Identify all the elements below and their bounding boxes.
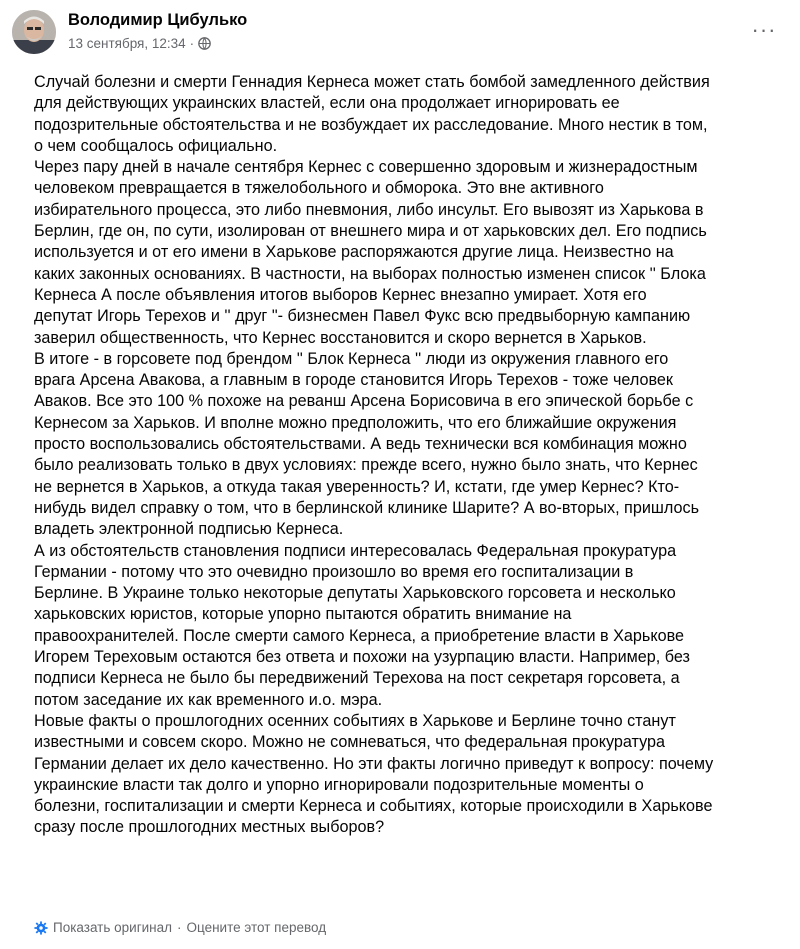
more-options-icon[interactable]: ··· [751, 17, 777, 42]
gear-icon[interactable] [34, 921, 48, 935]
post-text [34, 72, 780, 839]
post-paragraph: В итоге - в горсовете под брендом '' Блок Кернеса '' люди из окружения главного его врага Арсена Авакова, а главным в городе становится Игорь Терехов - тоже человек Аваков. Все это 100 % похоже на реванш Арсена Борисовича в его эпической борьбе с Кернесом за Харьков. И вполне можно предположить, что его ближайшие окружения просто воспользовались обстоятельствами. А ведь технически вся комбинация можно было реализовать только в двух условиях: прежде всего, нужно было знать, что Кернес не вернется в Харьков, а откуда такая уверенность? И, кстати, где умер Кернес? Кто- нибудь видел справку о том, что в берлинской клинике Шарите? А во-вторых, пришлось владеть электронной подписью Кернеса. [34, 349, 700, 539]
post-paragraph: А из обстоятельств становления подписи интересовалась Федеральная прокуратура Германии - потому что это очевидно произошло во время его госпитализации в Берлине. В Украине только некоторые депутаты Харьковского горсовета и несколько харьковских юристов, которые упорно пытаются обратить внимание на правоохранителей. После смерти самого Кернеса, а приобретение власти в Харькове Игорем Тереховым остаются без ответа и похожи на узурпацию власти. Например, без подписи Кернеса не было бы передвижений Терехова на пост секретаря горсовета, а потом заседание их как временного и.о. мэра. [34, 541, 690, 709]
post-paragraph: Через пару дней в начале сентября Кернес с совершенно здоровым и жизнерадостным человеком превращается в тяжелобольного и обморока. Это вне активного избирательного процесса, это либо пневмония, либо инсульт. Его вывозят из Харькова в Берлин, где он, по сути, изолирован от внешнего мира и от харьковских дел. Его подпись используется и от его имени в Харькове распоряжаются другие лица. Неизвестно на каких законных основаниях. В частности, на выборах полностью изменен список '' Блока Кернеса А после объявления итогов выборов Кернес внезапно умирает. Хотя его депутат Игорь Терехов и '' друг "- бизнесмен Павел Фукс всю предвыборную кампанию заверил общественность, что Кернес восстановится и скоро вернется в Харьков. [34, 158, 707, 347]
meta-separator: · [189, 36, 195, 51]
show-original-link[interactable]: Показать оригинал [53, 920, 173, 935]
post-paragraph: Новые факты о прошлогодних осенних событиях в Харькове и Берлине точно станут известными и совсем скоро. Можно не сомневаться, что федеральная прокуратура Германии делает их дело качественно. Но эти факты логично приведут к вопросу: почему украинские власти так долго и упорно игнорировали подозрительные моменты о болезни, госпитализации и смерти Кернеса и событиях, которые происходили в Харькове сразу после прошлогодних местных выборов? [34, 711, 714, 837]
author-name[interactable]: Володимир Цибулько [68, 11, 248, 29]
post-paragraph: Случай болезни и смерти Геннадия Кернеса может стать бомбой замедленного действия для действующих украинских властей, если она продолжает игнорировать ее подозрительные обстоятельства и не возбуждает их расследование. Много нестик в том, о чем сообщалось официально. [34, 73, 710, 155]
rate-translation-link[interactable]: Оцените этот перевод [186, 920, 327, 935]
post-meta [68, 36, 211, 51]
translation-footer [34, 920, 326, 935]
post-header [12, 6, 788, 62]
author-avatar[interactable] [12, 10, 56, 54]
post-timestamp[interactable]: 13 сентября, 12:34 [68, 36, 186, 51]
globe-icon[interactable] [198, 37, 211, 50]
footer-separator: · [177, 920, 182, 935]
